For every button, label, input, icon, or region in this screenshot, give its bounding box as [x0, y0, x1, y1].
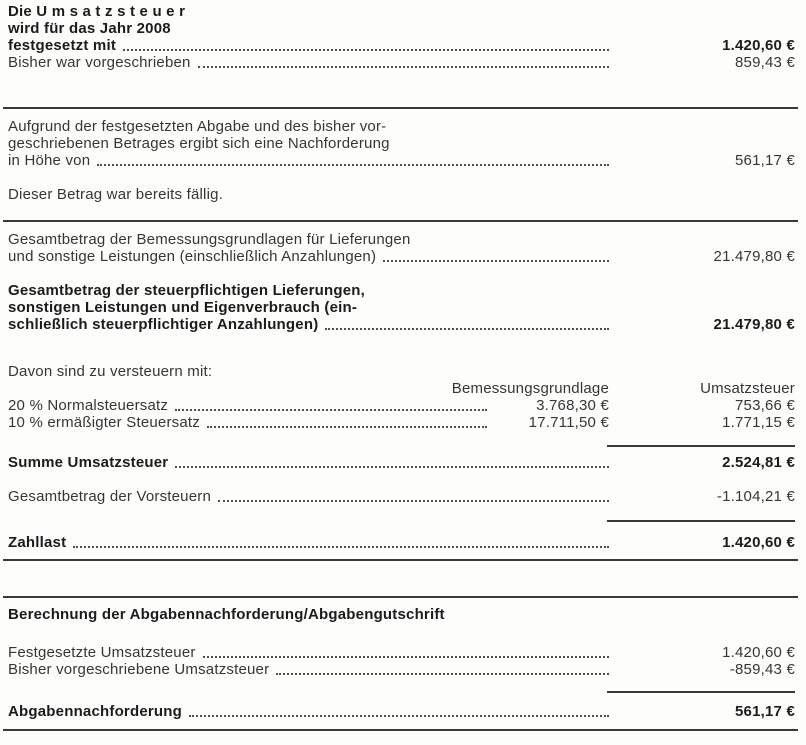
taxable-line1: Gesamtbetrag der steuerpflichtigen Lieferungen,	[8, 282, 365, 299]
dotted-leader	[97, 164, 609, 166]
subtotal-rule	[607, 520, 795, 522]
horizontal-rule	[3, 107, 798, 109]
tax-rate-label: 20 % Normalsteuersatz	[8, 397, 169, 414]
subtotal-rule	[607, 691, 795, 693]
subtotal-rule	[607, 445, 795, 447]
dotted-leader	[203, 656, 609, 658]
dotted-leader	[123, 49, 609, 51]
taxable-amount-row	[8, 316, 795, 333]
zahllast-row	[8, 534, 795, 551]
horizontal-rule	[3, 220, 798, 222]
gross-line1: Gesamtbetrag der Bemessungsgrundlagen für Lieferungen	[8, 231, 411, 248]
dotted-leader	[198, 66, 609, 68]
tax-table-row	[8, 414, 795, 431]
horizontal-rule	[3, 729, 798, 731]
festgesetzt-label: Festgesetzte Umsatzsteuer	[8, 644, 196, 661]
horizontal-rule	[3, 596, 798, 598]
dotted-leader	[218, 500, 609, 502]
dotted-leader	[73, 546, 609, 548]
bisher-row	[8, 661, 795, 678]
tax-rate-label: 10 % ermäßigter Steuersatz	[8, 414, 200, 431]
due-note: Dieser Betrag war bereits fällig.	[8, 186, 224, 203]
assessment-previous-row	[8, 54, 795, 71]
result-value: 561,17 €	[735, 703, 795, 720]
section-bemessung	[8, 231, 795, 333]
berechnung-heading: Berechnung der Abgabennachforderung/Abgabengutschrift	[8, 606, 445, 623]
bisher-label: Bisher vorgeschriebene Umsatzsteuer	[8, 661, 270, 678]
bisher-value: -859,43 €	[729, 661, 795, 678]
tax-rates-intro: Davon sind zu versteuern mit:	[8, 363, 213, 380]
dotted-leader	[175, 466, 609, 468]
dotted-leader	[325, 328, 609, 330]
festgesetzt-row	[8, 644, 795, 661]
dotted-leader	[383, 260, 609, 262]
gross-amount-row	[8, 248, 795, 265]
vorsteuer-row	[8, 488, 795, 505]
assessment-title-line1: Die U m s a t z s t e u e r	[8, 3, 186, 20]
dotted-leader	[189, 715, 609, 717]
nachforderung-line1: Aufgrund der festgesetzten Abgabe und des bisher vor-	[8, 118, 387, 135]
gross-line2: und sonstige Leistungen (einschließlich Anzahlungen)	[8, 248, 377, 265]
vorsteuer-label: Gesamtbetrag der Vorsteuern	[8, 488, 212, 505]
tax-rate-tax-value: 1.771,15 €	[722, 414, 795, 431]
tax-rate-base-value: 3.768,30 €	[536, 397, 609, 414]
assessment-fixed-row	[8, 37, 795, 54]
assessment-fixed-value: 1.420,60 €	[722, 37, 795, 54]
taxable-value: 21.479,80 €	[713, 316, 795, 333]
zahllast-label: Zahllast	[8, 534, 67, 551]
tax-table-row	[8, 397, 795, 414]
horizontal-rule	[3, 559, 798, 561]
column-header-base: Bemessungsgrundlage	[451, 380, 609, 397]
result-label: Abgabennachforderung	[8, 703, 183, 720]
assessment-title-line2: wird für das Jahr 2008	[8, 20, 171, 37]
gross-value: 21.479,80 €	[713, 248, 795, 265]
vorsteuer-value: -1.104,21 €	[716, 488, 795, 505]
tax-table-header-row	[8, 380, 795, 397]
tax-rate-tax-value: 753,66 €	[735, 397, 795, 414]
nachforderung-amount-row	[8, 152, 795, 169]
dotted-leader	[207, 426, 487, 428]
section-berechnung	[8, 606, 795, 720]
tax-rate-base-value: 17.711,50 €	[528, 414, 609, 431]
assessment-fixed-label: festgesetzt mit	[8, 37, 117, 54]
section-steuersaetze	[8, 363, 795, 551]
sum-umsatzsteuer-value: 2.524,81 €	[722, 454, 795, 471]
nachforderung-line2: geschriebenen Betrages ergibt sich eine Nachforderung	[8, 135, 390, 152]
column-header-tax: Umsatzsteuer	[700, 380, 795, 397]
section-nachforderung	[8, 118, 795, 203]
section-assessment	[8, 3, 795, 71]
sum-umsatzsteuer-row	[8, 454, 795, 471]
nachforderung-line3: in Höhe von	[8, 152, 91, 169]
zahllast-value: 1.420,60 €	[722, 534, 795, 551]
dotted-leader	[276, 673, 609, 675]
assessment-previous-value: 859,43 €	[735, 54, 795, 71]
assessment-previous-label: Bisher war vorgeschrieben	[8, 54, 191, 71]
dotted-leader	[175, 409, 487, 411]
sum-umsatzsteuer-label: Summe Umsatzsteuer	[8, 454, 169, 471]
taxable-line2: sonstigen Leistungen und Eigenverbrauch (ein-	[8, 299, 358, 316]
nachforderung-value: 561,17 €	[735, 152, 795, 169]
taxable-line3: schließlich steuerpflichtiger Anzahlungen)	[8, 316, 319, 333]
festgesetzt-value: 1.420,60 €	[722, 644, 795, 661]
result-row	[8, 703, 795, 720]
